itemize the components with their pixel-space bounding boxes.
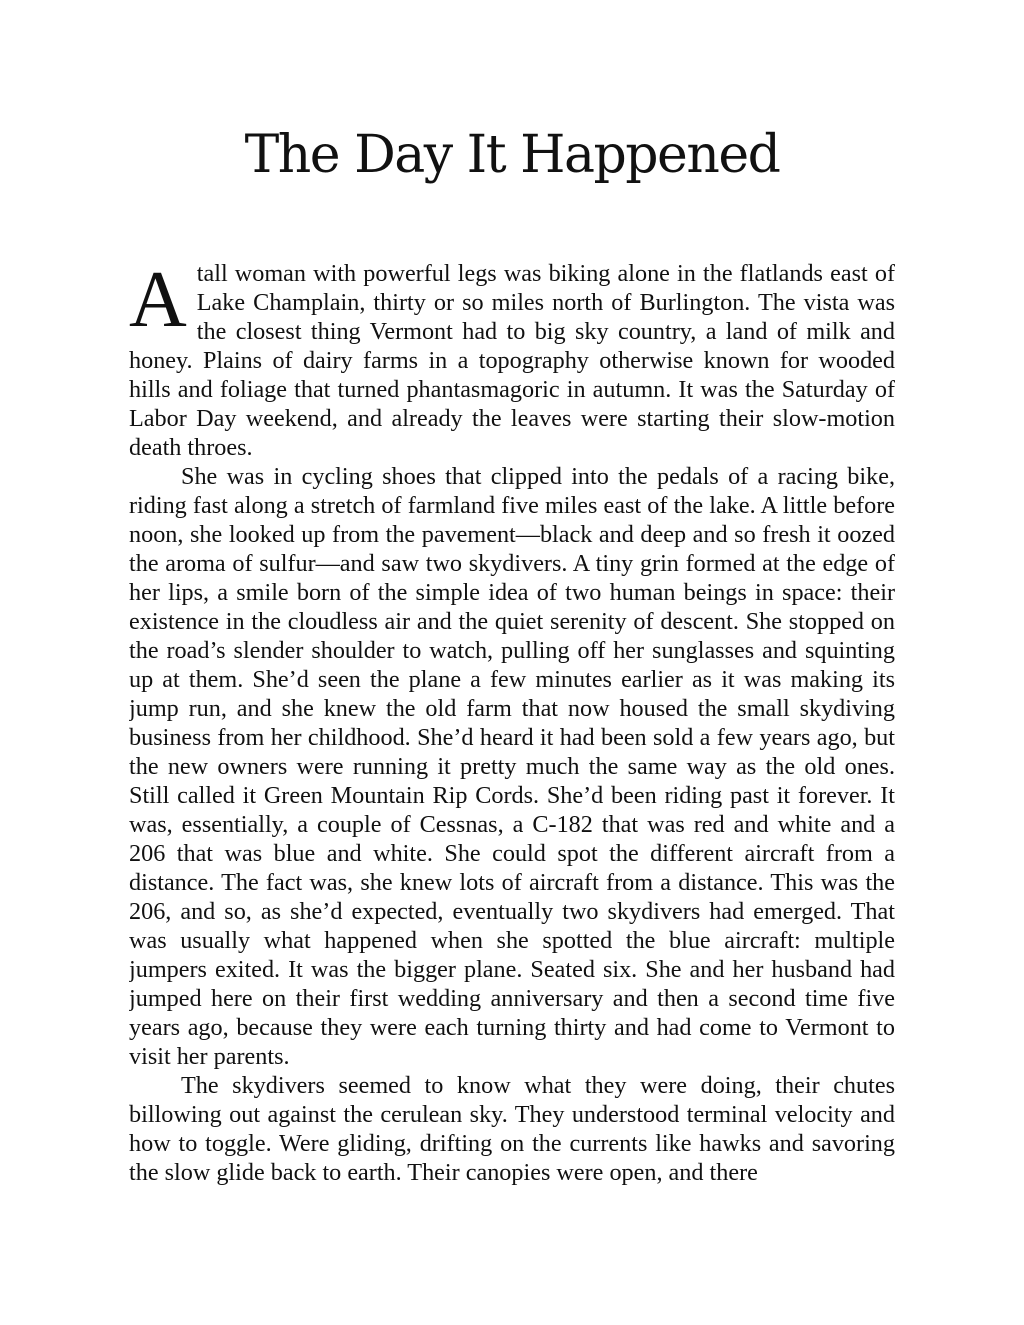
- paragraph-3: The skydivers seemed to know what they were doing, their chutes billowing out against the cerulean sky. They understood terminal velocity and how to toggle. Were gliding, drifting on the currents like hawks and savoring the slow glide back to earth. Their canopies were open, and there: [129, 1072, 895, 1186]
- chapter-body: [129, 256, 895, 1187]
- chapter-title: The Day It Happened: [244, 125, 780, 185]
- paragraph-2: She was in cycling shoes that clipped into the pedals of a racing bike, riding fast along a stretch of farmland five miles east of the lake. A little before noon, she looked up from the pavement—black and deep and so fresh it oozed the aroma of sulfur—and saw two skydivers. A tiny grin formed at the edge of her lips, a smile born of the simple idea of two human beings in space: their existence in the cloudless air and the quiet serenity of descent. She stopped on the road’s slender shoulder to watch, pulling off her sunglasses and squinting up at them. She’d seen the plane a few minutes earlier as it was making its jump run, and she knew the old farm that now housed the small skydiving business from her childhood. She’d heard it had been sold a few years ago, but the new owners were running it pretty much the same way as the old ones. Still called it Green Mountain Rip Cords. She’d been riding past it forever. It was, essentially, a couple of Cessnas, a C-182 that was red and white and a 206 that was blue and white. She could spot the different aircraft from a distance. The fact was, she knew lots of aircraft from a distance. This was the 206, and so, as she’d expected, eventually two skydivers had emerged. That was usually what happened when she spotted the blue aircraft: multiple jumpers exited. It was the bigger plane. Seated six. She and her husband had jumped here on their first wedding anniversary and then a second time five years ago, because they were each turning thirty and had come to Vermont to visit her parents.: [129, 463, 895, 1070]
- book-page: [129, 0, 895, 1325]
- drop-cap: A: [129, 256, 187, 344]
- paragraph-1-text: tall woman with powerful legs was biking alone in the flatlands east of Lake Champlain, thirty or so miles north of Burlington. The vista was the closest thing Vermont had to big sky country, a land of milk and honey. Plains of dairy farms in a topography otherwise known for wooded hills and foliage that turned phantasmagoric in autumn. It was the Saturday of Labor Day weekend, and already the leaves were starting their slow-motion death throes.: [129, 260, 895, 461]
- paragraph-1: [129, 256, 895, 462]
